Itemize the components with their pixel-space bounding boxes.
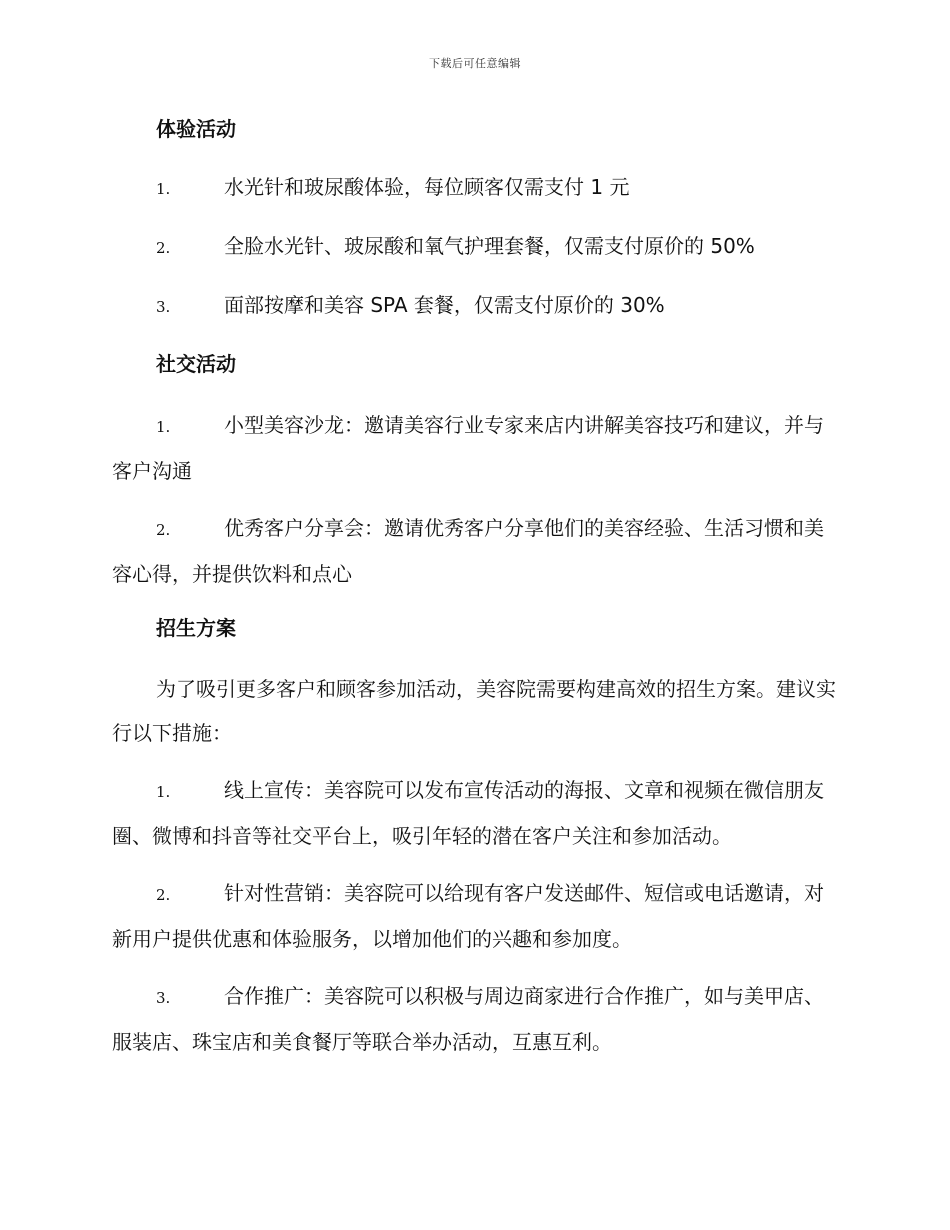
list-text: 合作推广：美容院可以积极与周边商家进行合作推广，如与美甲店、服装店、珠宝店和美食餐厅等联合举办活动，互惠互利。	[112, 984, 824, 1054]
section-heading-social: 社交活动	[156, 352, 236, 376]
document-content	[112, 110, 837, 1077]
section-heading-experience: 体验活动	[156, 117, 236, 141]
list-text: 水光针和玻尿酸体验，每位顾客仅需支付 1 元	[224, 175, 630, 199]
list-number: 3.	[156, 989, 171, 1007]
list-item	[112, 871, 837, 961]
list-text: 全脸水光针、玻尿酸和氧气护理套餐，仅需支付原价的 50%	[224, 234, 755, 258]
list-item	[112, 768, 837, 858]
list-item	[112, 403, 837, 493]
list-number: 2.	[156, 886, 171, 904]
list-number: 2.	[156, 521, 171, 539]
list-item	[112, 506, 837, 596]
list-item	[112, 974, 837, 1064]
intro-paragraph: 为了吸引更多客户和顾客参加活动，美容院需要构建高效的招生方案。建议实行以下措施：	[112, 677, 836, 745]
list-item	[112, 168, 837, 208]
list-number: 3.	[156, 298, 171, 316]
list-number: 2.	[156, 239, 171, 257]
list-text: 小型美容沙龙：邀请美容行业专家来店内讲解美容技巧和建议，并与客户沟通	[112, 413, 824, 483]
list-text: 面部按摩和美容 SPA 套餐，仅需支付原价的 30%	[224, 293, 665, 317]
header-note: 下载后可任意编辑	[429, 57, 521, 70]
list-number: 1.	[156, 783, 171, 801]
list-item	[112, 286, 837, 326]
list-number: 1.	[156, 418, 171, 436]
list-text: 针对性营销：美容院可以给现有客户发送邮件、短信或电话邀请，对新用户提供优惠和体验服务，以增加他们的兴趣和参加度。	[112, 881, 824, 951]
list-number: 1.	[156, 180, 171, 198]
list-item	[112, 227, 837, 267]
list-text: 优秀客户分享会：邀请优秀客户分享他们的美容经验、生活习惯和美容心得，并提供饮料和点心	[112, 516, 824, 586]
section-heading-recruit: 招生方案	[156, 616, 236, 640]
list-text: 线上宣传：美容院可以发布宣传活动的海报、文章和视频在微信朋友圈、微博和抖音等社交平台上，吸引年轻的潜在客户关注和参加活动。	[112, 778, 824, 848]
